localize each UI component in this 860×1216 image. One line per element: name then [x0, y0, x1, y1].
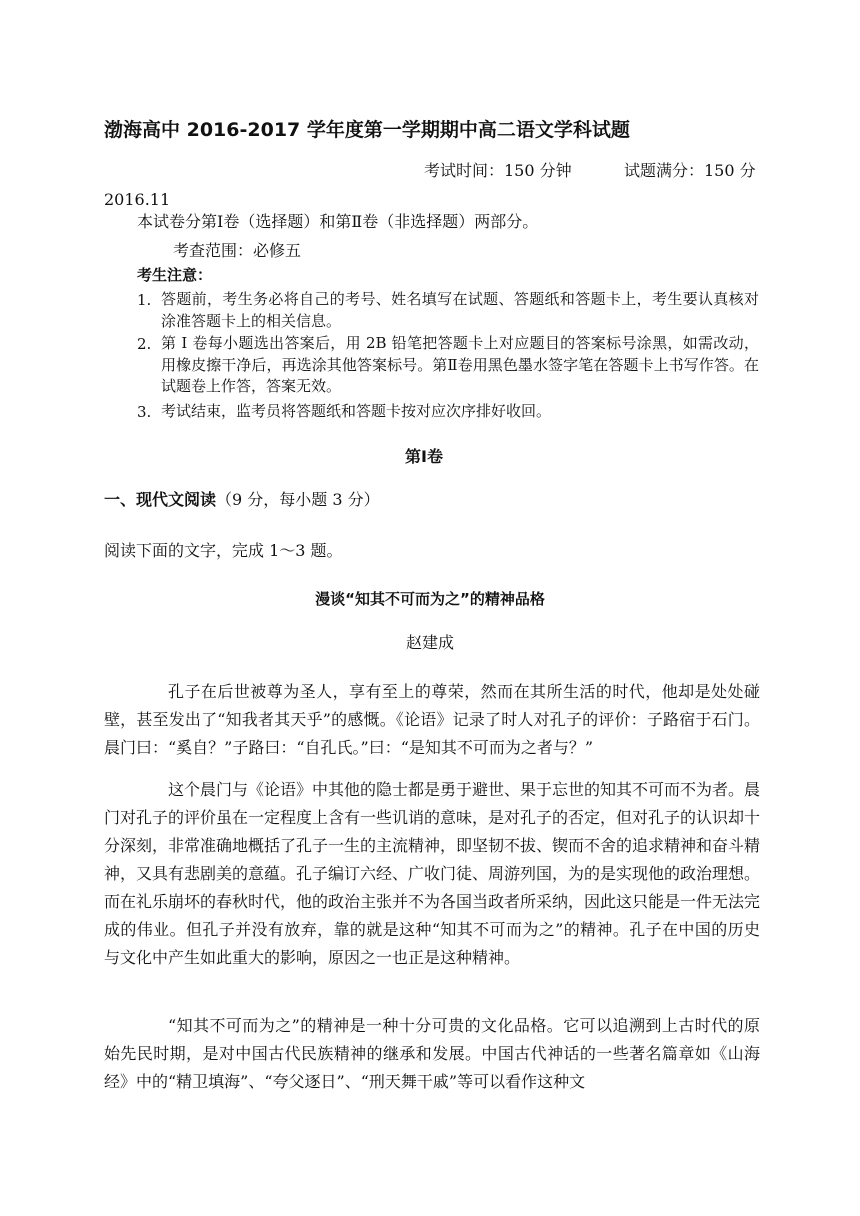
exam-title: 渤海高中 2016-2017 学年度第一学期期中高二语文学科试题	[104, 119, 630, 141]
reading-instruction: 阅读下面的文字，完成 1～3 题。	[104, 541, 343, 560]
essay-paragraph: 孔子在后世被尊为圣人，享有至上的尊荣，然而在其所生活的时代，他却是处处碰壁，甚至发出了“知我者其天乎”的感慨。《论语》记录了时人对孔子的评价：子路宿于石门。晨门曰：“奚自？”子路曰：“自孔氏。”曰：“是知其不可而为之者与？”	[104, 682, 760, 757]
essay-title: 漫谈“知其不可而为之”的精神品格	[315, 590, 545, 608]
section-title: 第Ⅰ卷	[405, 447, 443, 466]
essay-paragraph: “知其不可而为之”的精神是一种十分可贵的文化品格。它可以追溯到上古时代的原始先民时期，是对中国古代民族精神的继承和发展。中国古代神话的一些著名篇章如《山海经》中的“精卫填海”、“夸父逐日”、“刑天舞干戚”等可以看作这种文	[104, 1016, 760, 1091]
part1-label: 一、现代文阅读	[104, 490, 217, 509]
exam-date: 2016.11	[104, 190, 171, 209]
exam-scope: 考查范围：必修五	[173, 241, 302, 260]
essay-author: 赵建成	[405, 633, 454, 652]
notice-item-number: 1.	[137, 291, 152, 309]
notice-item-number: 2.	[137, 335, 152, 353]
paper-composition: 本试卷分第Ⅰ卷（选择题）和第Ⅱ卷（非选择题）两部分。	[137, 212, 539, 231]
full-score: 试题满分：150 分	[624, 161, 756, 180]
part1-note: （9 分，每小题 3 分）	[216, 490, 380, 509]
notice-item-text: 考试结束，监考员将答题纸和答题卡按对应次序排好收回。	[161, 402, 552, 420]
essay-paragraph: 这个晨门与《论语》中其他的隐士都是勇于避世、果于忘世的知其不可而不为者。晨门对孔子的评价虽在一定程度上含有一些讥诮的意味，是对孔子的否定，但对孔子的认识却十分深刻，非常准确地概括了孔子一生的主流精神，即坚韧不拔、锲而不舍的追求精神和奋斗精神，又具有悲剧美的意蕴。孔子编订六经、广收门徒、周游列国，为的是实现他的政治理想。而在礼乐崩坏的春秋时代，他的政治主张并不为各国当政者所采纳，因此这只能是一件无法完成的伟业。但孔子并没有放弃，靠的就是这种“知其不可而为之”的精神。孔子在中国的历史与文化中产生如此重大的影响，原因之一也正是这种精神。	[104, 780, 761, 967]
notice-item-number: 3.	[137, 403, 152, 421]
notice-item-text: 第 I 卷每小题选出答案后，用 2B 铅笔把答题卡上对应题目的答案标号涂黑，如需改动，用橡皮擦干净后，再选涂其他答案标号。第Ⅱ卷用黑色墨水签字笔在答题卡上书写作答。在试题卷上作答，答案无效。	[161, 334, 759, 395]
notice-item-text: 答题前，考生务必将自己的考号、姓名填写在试题、答题纸和答题卡上，考生要认真核对涂准答题卡上的相关信息。	[161, 290, 759, 330]
exam-time: 考试时间：150 分钟	[424, 161, 572, 180]
part1-heading	[104, 490, 380, 510]
notice-heading: 考生注意：	[137, 266, 213, 284]
